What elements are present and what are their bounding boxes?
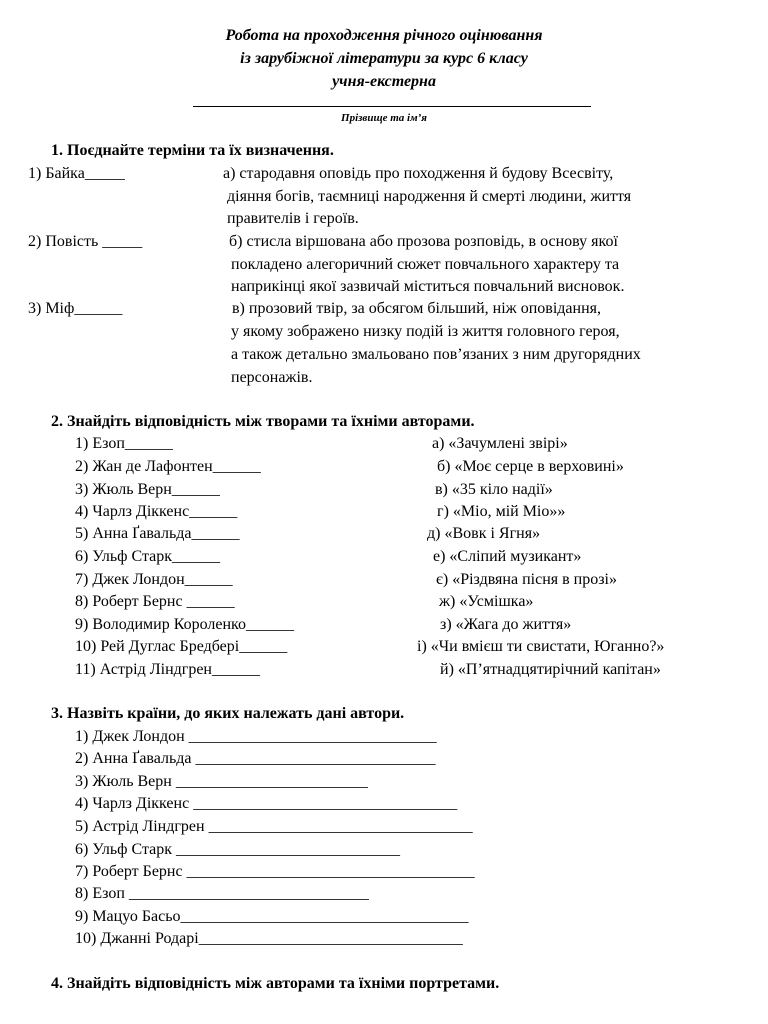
definition-c-line-4: персонажів. <box>231 369 313 386</box>
definition-c-line-3: а також детально змальовано пов’язаних з ним другорядних <box>231 346 641 363</box>
country-item: 6) Ульф Старк ____________________________ <box>75 841 401 858</box>
section3-heading: 3. Назвіть країни, до яких належать дані автори. <box>51 705 405 722</box>
definition-a-line-2: діяння богів, таємниці народження й смерті людини, життя <box>227 188 632 205</box>
title-line-2: із зарубіжної літератури за курс 6 класу <box>240 50 528 67</box>
name-underline[interactable] <box>193 106 591 107</box>
author-item: 5) Анна Ґавальда______ <box>75 525 240 542</box>
work-item: й) «П’ятнадцятирічний капітан» <box>440 661 661 678</box>
title-line-3: учня-екстерна <box>332 73 436 90</box>
section4-heading: 4. Знайдіть відповідність між авторами та їхніми портретами. <box>51 975 500 992</box>
work-item: з) «Жага до життя» <box>440 616 572 633</box>
author-item: 11) Астрід Ліндгрен______ <box>75 661 260 678</box>
country-item: 8) Езоп ______________________________ <box>75 885 369 902</box>
definition-a-line-1: а) стародавня оповідь про походження й будову Всесвіту, <box>223 165 614 182</box>
definition-b-line-2: покладено алегоричний сюжет повчального характеру та <box>231 256 620 273</box>
author-item: 8) Роберт Бернс ______ <box>75 593 235 610</box>
work-item: д) «Вовк і Ягня» <box>427 525 541 542</box>
country-item: 10) Джанні Родарі_________________________________ <box>75 930 463 947</box>
work-item: е) «Сліпий музикант» <box>433 548 582 565</box>
author-item: 6) Ульф Старк______ <box>75 548 221 565</box>
country-item: 1) Джек Лондон _______________________________ <box>75 728 437 745</box>
title-line-1: Робота на проходження річного оцінювання <box>225 27 543 44</box>
section1-heading: 1. Поєднайте терміни та їх визначення. <box>51 142 334 159</box>
country-item: 7) Роберт Бернс ____________________________________ <box>75 863 475 880</box>
definition-b-line-1: б) стисла віршована або прозова розповідь, в основу якої <box>229 233 618 250</box>
work-item: ж) «Усмішка» <box>439 593 534 610</box>
author-item: 7) Джек Лондон______ <box>75 571 233 588</box>
work-item: і) «Чи вмієш ти свистати, Юганно?» <box>417 638 665 655</box>
country-item: 5) Астрід Ліндгрен _________________________________ <box>75 818 473 835</box>
work-item: б) «Моє серце в верховині» <box>437 458 624 475</box>
definition-a-line-3: правителів і героїв. <box>227 210 359 227</box>
definition-c-line-2: у якому зображено низку подій із життя головного героя, <box>231 323 620 340</box>
author-item: 3) Жюль Верн______ <box>75 481 220 498</box>
country-item: 9) Мацуо Басьо____________________________________ <box>75 908 469 925</box>
country-item: 3) Жюль Верн ________________________ <box>75 773 368 790</box>
work-item: є) «Різдвяна пісня в прозі» <box>436 571 617 588</box>
definition-b-line-3: наприкінці якої зазвичай міститься повчальний висновок. <box>231 278 625 295</box>
term-1: 1) Байка_____ <box>28 165 125 182</box>
work-item: г) «Міо, мій Міо»» <box>437 503 566 520</box>
author-item: 2) Жан де Лафонтен______ <box>75 458 261 475</box>
author-item: 10) Рей Дуглас Бредбері______ <box>75 638 288 655</box>
definition-c-line-1: в) прозовий твір, за обсягом більший, ніж оповідання, <box>232 300 602 317</box>
country-item: 2) Анна Ґавальда ______________________________ <box>75 750 436 767</box>
name-caption: Прізвище та ім’я <box>341 112 427 124</box>
author-item: 9) Володимир Короленко______ <box>75 616 294 633</box>
country-item: 4) Чарлз Діккенс _________________________________ <box>75 795 458 812</box>
term-2: 2) Повість _____ <box>28 233 143 250</box>
term-3: 3) Міф______ <box>28 300 123 317</box>
work-item: в) «35 кіло надії» <box>435 481 553 498</box>
author-item: 4) Чарлз Діккенс______ <box>75 503 238 520</box>
author-item: 1) Езоп______ <box>75 435 173 452</box>
work-item: а) «Зачумлені звірі» <box>432 435 568 452</box>
section2-heading: 2. Знайдіть відповідність між творами та їхніми авторами. <box>51 413 475 430</box>
